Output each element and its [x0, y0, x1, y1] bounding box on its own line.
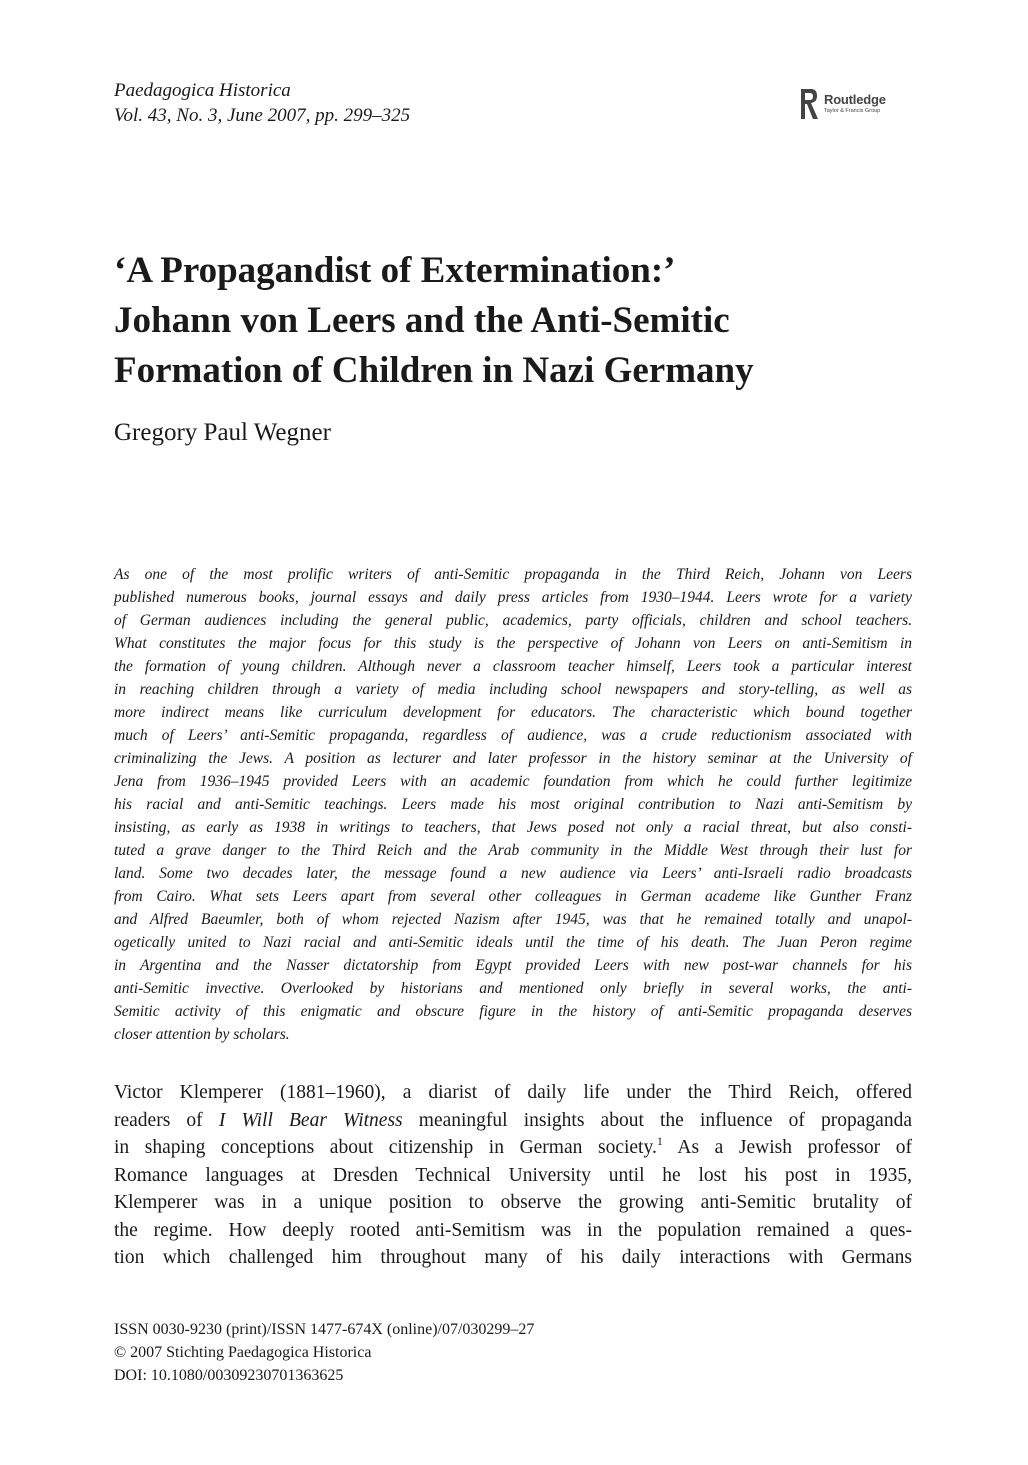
abstract-line: the formation of young children. Although never a classroom teacher himself, Leers took a particular interest [114, 658, 912, 675]
body-text-segment: readers of [114, 1109, 219, 1131]
publisher-subtitle: Taylor & Francis Group [824, 108, 881, 115]
body-line [114, 1107, 912, 1135]
abstract [114, 563, 912, 1046]
abstract-line: land. Some two decades later, the message found a new audience via Leers’ anti-Israeli radio broadcasts [114, 865, 912, 882]
publisher-name: Routledge [824, 92, 886, 108]
journal-citation: Vol. 43, No. 3, June 2007, pp. 299–325 [114, 105, 411, 126]
routledge-r-logo-icon [800, 87, 820, 121]
abstract-line: Jena from 1936–1945 provided Leers with an academic foundation from which he could further legitimize [114, 773, 912, 790]
abstract-line: in reaching children through a variety of media including school newspapers and story-telling, as well as [114, 681, 912, 698]
abstract-line: What constitutes the major focus for this study is the perspective of Johann von Leers on anti-Semitism in [114, 635, 912, 652]
body-line: Romance languages at Dresden Technical University until he lost his post in 1935, [114, 1164, 912, 1186]
body-paragraph [114, 1079, 912, 1272]
article-title [114, 246, 934, 396]
publisher-logo [800, 86, 886, 122]
abstract-line: criminalizing the Jews. A position as lecturer and later professor in the history seminar at the University of [114, 750, 912, 767]
title-line: Johann von Leers and the Anti-Semitic [114, 300, 730, 341]
title-line: Formation of Children in Nazi Germany [114, 350, 754, 391]
abstract-line: published numerous books, journal essays and daily press articles from 1930–1944. Leers wrote for a variety [114, 589, 912, 606]
abstract-line: Semitic activity of this enigmatic and obscure figure in the history of anti-Semitic propaganda deserves [114, 1003, 912, 1020]
abstract-line: more indirect means like curriculum development for educators. The characteristic which bound together [114, 704, 912, 721]
abstract-line: tuted a grave danger to the Third Reich and the Arab community in the Middle West through their lust for [114, 842, 912, 859]
publication-footer [114, 1318, 534, 1387]
body-line: the regime. How deeply rooted anti-Semitism was in the population remained a ques- [114, 1219, 912, 1241]
body-line [114, 1134, 912, 1162]
abstract-line: in Argentina and the Nasser dictatorship from Egypt provided Leers with new post-war channels for his [114, 957, 912, 974]
abstract-line: his racial and anti-Semitic teachings. Leers made his most original contribution to Nazi anti-Semitism by [114, 796, 912, 813]
abstract-line: much of Leers’ anti-Semitic propaganda, regardless of audience, was a crude reductionism associated with [114, 727, 912, 744]
abstract-line: from Cairo. What sets Leers apart from several other colleagues in German academe like Gunther Franz [114, 888, 912, 905]
footnote-marker[interactable]: 1 [656, 1133, 663, 1148]
body-text-segment: meaningful insights about the influence of propaganda [402, 1109, 912, 1131]
abstract-line: insisting, as early as 1938 in writings to teachers, that Jews posed not only a racial threat, but also consti- [114, 819, 912, 836]
copyright: © 2007 Stichting Paedagogica Historica [114, 1344, 372, 1361]
abstract-line: and Alfred Baeumler, both of whom rejected Nazism after 1945, was that he remained totally and unapol- [114, 911, 912, 928]
abstract-line: of German audiences including the general public, academics, party officials, children and school teachers. [114, 612, 912, 629]
issn: ISSN 0030-9230 (print)/ISSN 1477-674X (online)/07/030299–27 [114, 1321, 535, 1338]
body-text-segment: As a Jewish professor of [662, 1137, 912, 1158]
body-line: Victor Klemperer (1881–1960), a diarist of daily life under the Third Reich, offered [114, 1082, 912, 1103]
book-title: I Will Bear Witness [218, 1109, 403, 1131]
abstract-line: anti-Semitic invective. Overlooked by historians and mentioned only briefly in several works, the anti- [114, 980, 912, 997]
abstract-line: ogetically united to Nazi racial and anti-Semitic ideals until the time of his death. The Juan Peron regime [114, 934, 912, 951]
body-line: Klemperer was in a unique position to observe the growing anti-Semitic brutality of [114, 1192, 912, 1213]
abstract-line: closer attention by scholars. [114, 1026, 290, 1043]
doi: DOI: 10.1080/00309230701363625 [114, 1367, 344, 1384]
journal-name: Paedagogica Historica [114, 80, 291, 101]
title-line: ‘A Propagandist of Extermination:’ [114, 250, 676, 291]
body-line: tion which challenged him throughout many of his daily interactions with Germans [114, 1247, 912, 1268]
author-name: Gregory Paul Wegner [114, 419, 331, 446]
journal-header [114, 78, 410, 128]
abstract-line: As one of the most prolific writers of anti-Semitic propaganda in the Third Reich, Johann von Leers [114, 566, 912, 583]
body-text-segment: in shaping conceptions about citizenship in German society. [114, 1137, 657, 1158]
